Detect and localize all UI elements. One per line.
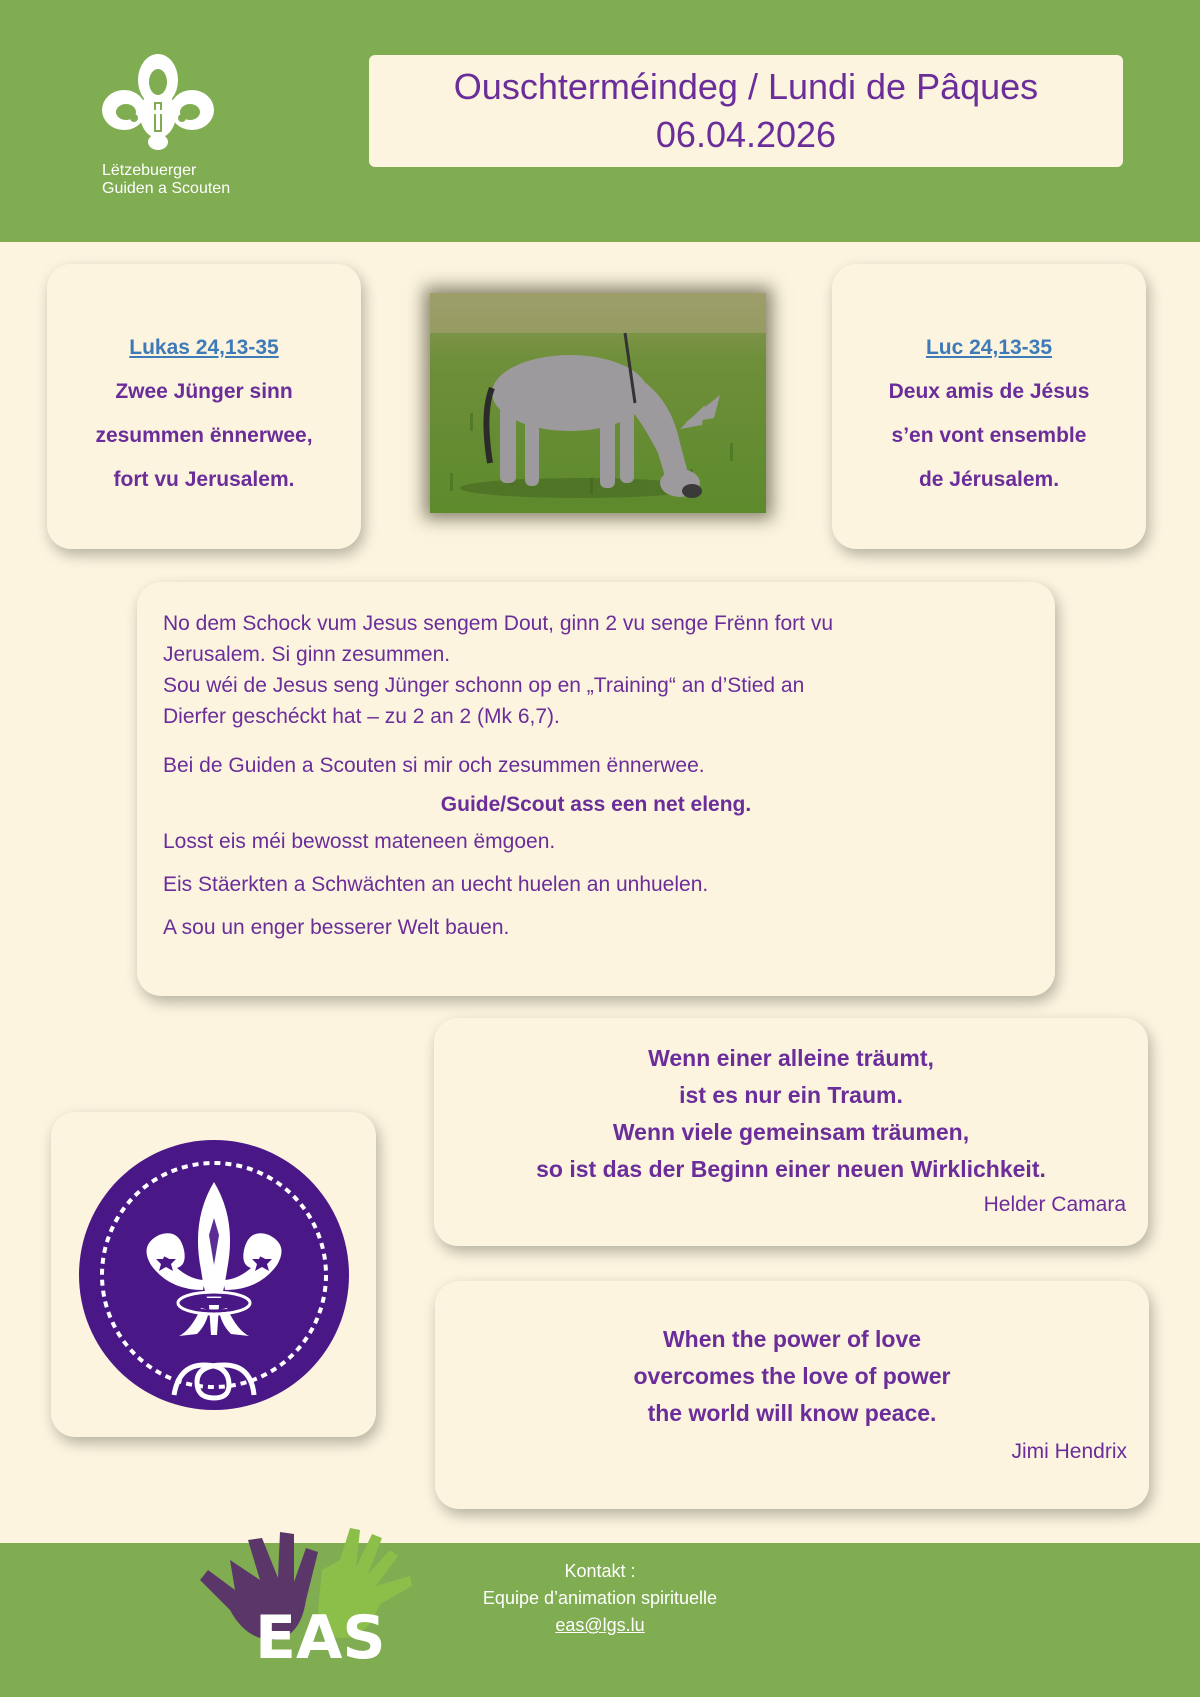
contact-team: Equipe d’animation spirituelle (482, 1588, 718, 1608)
lgs-trefoil-icon (102, 52, 214, 152)
verse-card-lu (47, 264, 361, 549)
emblem-card (51, 1112, 376, 1437)
verse-reference-lu[interactable]: Lukas 24,13-35 (129, 336, 279, 359)
contact-email-link[interactable]: eas@lgs.lu (555, 1615, 645, 1635)
page-date: 06.04.2026 (655, 114, 837, 155)
quote-line: overcomes the love of power (633, 1363, 951, 1389)
reflection-line: Sou wéi de Jesus seng Jünger schonn op en „Training“ an d’Stied an (163, 674, 805, 697)
quote-line: ist es nur ein Traum. (679, 1082, 903, 1108)
lgs-logo (96, 52, 256, 212)
eas-logo (190, 1520, 420, 1670)
reflection-line: No dem Schock vum Jesus sengem Dout, ginn 2 vu senge Frënn fort vu (163, 612, 834, 635)
reflection-line: A sou un enger besserer Welt bauen. (163, 916, 510, 939)
page-title: Ouschterméindeg / Lundi de Pâques (453, 66, 1039, 107)
verse-line: Zwee Jünger sinn (115, 380, 293, 403)
quote-line: so ist das der Beginn einer neuen Wirklichkeit. (536, 1156, 1046, 1182)
verse-line: de Jérusalem. (918, 468, 1060, 491)
header-band (0, 0, 1200, 242)
reflection-highlight: Guide/Scout ass een net eleng. (440, 793, 752, 816)
verse-card-fr (832, 264, 1146, 549)
verse-line: fort vu Jerusalem. (113, 468, 295, 491)
org-name-line1: Lëtzebuerger (102, 162, 197, 179)
quote-card-de (434, 1018, 1148, 1246)
reflection-line: Dierfer geschéckt hat – zu 2 an 2 (Mk 6,7). (163, 705, 560, 728)
verse-reference-fr[interactable]: Luc 24,13-35 (925, 336, 1053, 359)
reflection-line: Eis Stäerkten a Schwächten an uecht huelen an unhuelen. (163, 873, 709, 896)
title-box (369, 55, 1123, 167)
reflection-line: Bei de Guiden a Scouten si mir och zesummen ënnerwee. (163, 754, 705, 777)
verse-line: s’en vont ensemble (891, 424, 1087, 447)
verse-line: zesummen ënnerwee, (95, 424, 313, 447)
reflection-line: Jerusalem. Si ginn zesummen. (163, 643, 451, 666)
org-name-line2: Guiden a Scouten (102, 180, 231, 197)
contact-label: Kontakt : (564, 1561, 636, 1581)
reflection-line: Losst eis méi bewosst mateneen ëmgoen. (163, 830, 556, 853)
quote-author: Jimi Hendrix (1011, 1440, 1127, 1463)
donkey-photo (430, 293, 766, 513)
quote-line: Wenn einer alleine träumt, (648, 1045, 934, 1071)
reflection-card (137, 582, 1055, 996)
quote-author: Helder Camara (983, 1193, 1126, 1216)
contact-block (420, 1558, 780, 1639)
scout-fleur-de-lis-icon (79, 1140, 349, 1410)
quote-card-en (435, 1281, 1149, 1509)
lgs-logo-text (102, 162, 230, 198)
quote-line: When the power of love (662, 1326, 922, 1352)
eas-logo-text: EAS (255, 1603, 386, 1670)
quote-line: the world will know peace. (647, 1400, 937, 1426)
verse-line: Deux amis de Jésus (888, 380, 1090, 403)
quote-line: Wenn viele gemeinsam träumen, (612, 1119, 970, 1145)
